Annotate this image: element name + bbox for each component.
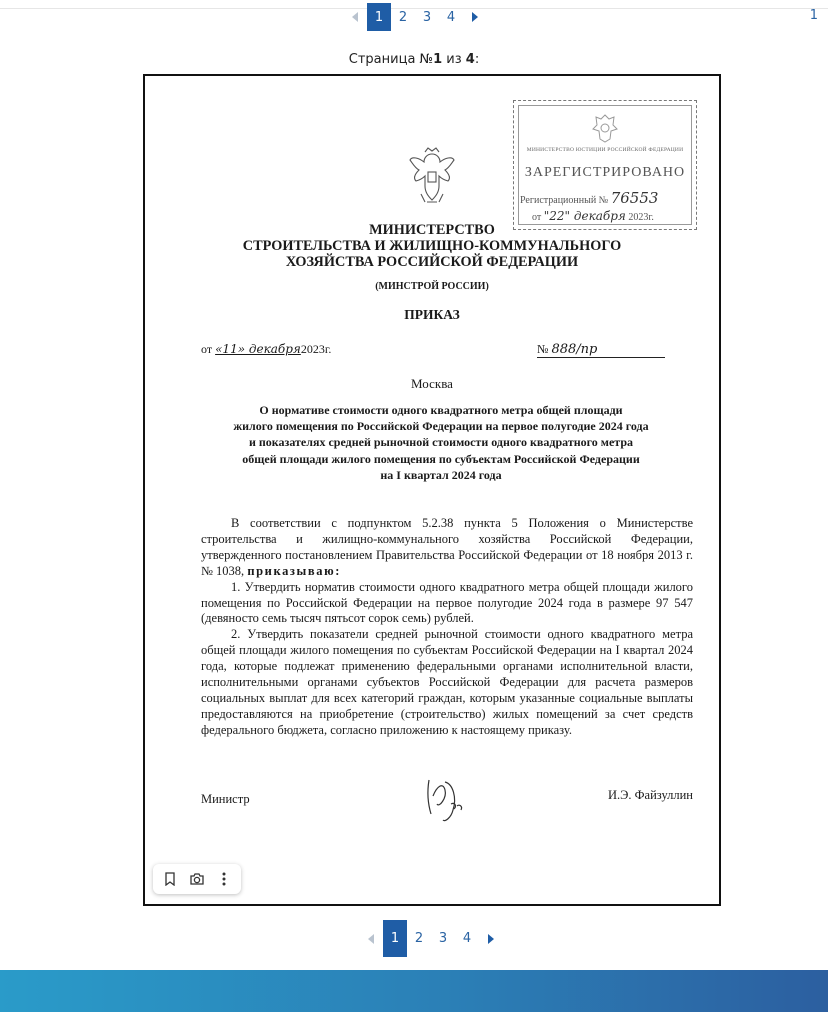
caption-total: 4 [465,52,475,67]
stamp-reg-number [520,189,658,207]
page-link-3[interactable]: 3 [422,9,432,25]
order-city: Москва [411,376,453,391]
page-link-1[interactable]: 1 [383,920,407,957]
page-link-1[interactable]: 1 [367,3,391,31]
ministry-line-1: МИНИСТЕРСТВО [369,222,495,238]
title-line-3: и показателях средней рыночной стоимости одного квадратного метра [248,435,634,450]
title-line-2: жилого помещения по Российской Федерации на первое полугодие 2024 года [233,419,649,434]
ministry-abbr: (МИНСТРОЙ РОССИИ) [375,281,489,292]
stamp-reg-value: 76553 [610,189,659,207]
caption-prefix: Страница № [348,52,434,67]
page-link-4[interactable]: 4 [446,9,456,25]
stamp-reg-label: Регистрационный № [520,195,609,206]
bookmark-icon[interactable] [158,867,182,891]
order-date [201,342,331,357]
stamp-registered: ЗАРЕГИСТРИРОВАНО [524,165,686,180]
minister-signature [423,774,475,824]
order-heading: ПРИКАЗ [404,307,460,322]
order-body [201,516,693,739]
page-caption [0,52,828,67]
stamp-date-prefix: от [532,212,542,223]
stamp-date-suffix: 2023г. [628,212,654,223]
signer-position: Министр [201,792,250,806]
arrow-right-icon[interactable] [463,3,487,31]
ministry-line-3: ХОЗЯЙСТВА РОССИЙСКОЙ ФЕДЕРАЦИИ [285,254,579,270]
preamble-text: В соответствии с подпунктом 5.2.38 пункта 5 Положения о Министерстве строительства и жилищно-коммунального хозяйства Российской Федерации, утвержденного постановлением Правительства Российской Федерации от 18 ноября 2013 г. № 1038, [201,516,693,578]
page-link-3[interactable]: 3 [438,931,448,946]
title-line-5: на I квартал 2024 года [380,467,502,482]
stamp-emblem-icon [590,111,620,145]
caption-current: 1 [433,52,443,67]
footer-bar [0,970,828,1012]
more-vertical-icon[interactable] [212,867,236,891]
order-date-year: 2023г. [300,342,332,356]
pager-bottom [359,920,503,957]
order-number [537,342,665,358]
document-page [143,74,721,906]
preamble-emphasis: приказываю: [247,563,342,578]
order-number-handwritten: 888/пр [551,342,598,357]
stamp-date-handwritten: "22" декабря [543,209,626,223]
top-right-page-link[interactable]: 1 [809,8,818,23]
coat-of-arms-icon [407,146,457,206]
title-line-4: общей площади жилого помещения по субъектам Российской Федерации [242,451,640,466]
page-toolbar [153,864,241,894]
page-link-2[interactable]: 2 [414,931,424,946]
order-number-prefix: № [537,342,549,356]
arrow-right-icon[interactable] [479,920,503,957]
caption-suffix: : [474,52,480,67]
arrow-left-icon[interactable] [343,3,367,31]
ministry-name [145,222,719,270]
registration-stamp [513,100,697,230]
camera-icon[interactable] [185,867,209,891]
paragraph-item-1: 1. Утвердить норматив стоимости одного квадратного метра общей площади жилого помещения по Российской Федерации на первое полугодие 2024 года в размере 97 547 (девяносто семь тысяч пятьсот сорок семь) рублей. [201,579,693,626]
signer-name: И.Э. Файзуллин [608,788,693,802]
stamp-date [532,209,654,223]
arrow-left-icon[interactable] [359,920,383,957]
page-link-4[interactable]: 4 [462,931,472,946]
pager-top [343,3,487,31]
title-line-1: О нормативе стоимости одного квадратного метра общей площади [259,403,623,417]
ministry-line-2: СТРОИТЕЛЬСТВА И ЖИЛИЩНО-КОММУНАЛЬНОГО [242,238,622,254]
stamp-org-text: МИНИСТЕРСТВО ЮСТИЦИИ РОССИЙСКОЙ ФЕДЕРАЦИИ [526,147,684,153]
order-date-prefix: от [201,342,213,356]
order-date-handwritten: «11» декабря [215,342,301,356]
paragraph-item-2: 2. Утвердить показатели средней рыночной стоимости одного квадратного метра общей площади жилого помещения по субъектам Российской Федерации на I квартал 2024 года, которые подлежат применению федеральными органами исполнительной власти, исполнительными органами субъектов Российской Федерации для расчета размеров социальных выплат для всех категорий граждан, которым указанные социальные выплаты предоставляются на приобретение (строительство) жилых помещений за счет средств федерального бюджета, согласно приложению к настоящему приказу. [201,627,693,737]
page-link-2[interactable]: 2 [398,9,408,25]
order-title [201,402,681,483]
paragraph-preamble [201,516,693,580]
caption-middle: из [442,52,466,67]
